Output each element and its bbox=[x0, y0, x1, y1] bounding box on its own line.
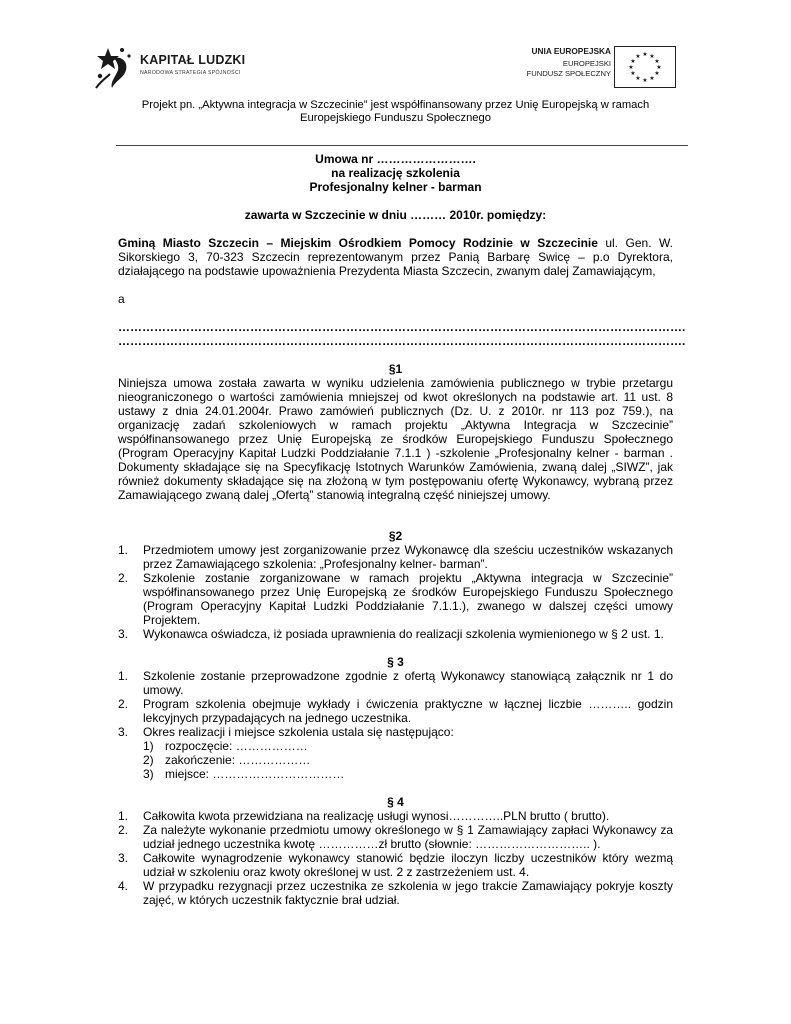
list-item bbox=[118, 725, 673, 781]
project-line-2: Europejskiego Funduszu Społecznego bbox=[300, 112, 491, 124]
party-two-placeholder-1: ……………………………………………………………………………………………………………………………. bbox=[118, 320, 686, 334]
svg-text:★: ★ bbox=[654, 70, 660, 77]
sublist-item-text: zakończenie: ……………… bbox=[165, 753, 311, 767]
section-3-list bbox=[118, 669, 673, 781]
svg-text:★: ★ bbox=[630, 70, 636, 77]
list-item-text: Szkolenie zostanie przeprowadzone zgodnie z ofertą Wykonawcy stanowiącą załącznik nr 1 do umowy. bbox=[143, 669, 673, 697]
svg-text:★: ★ bbox=[642, 77, 648, 84]
concluded-line: zawarta w Szczecinie w dniu ……… 2010r. pomiędzy: bbox=[244, 208, 547, 222]
header-divider bbox=[116, 145, 688, 146]
svg-text:★: ★ bbox=[630, 58, 636, 65]
list-item-text: Program szkolenia obejmuje wykłady i ćwiczenia praktyczne w łącznej liczbie ……….. godzin lekcyjnych przypadających na jednego uczestnika. bbox=[143, 697, 673, 725]
section-4-list bbox=[118, 809, 673, 907]
list-item-number: 1. bbox=[118, 809, 129, 823]
svg-text:★: ★ bbox=[642, 51, 648, 58]
party-two-placeholder-2: ……………………………………………………………………………………………………………………………. bbox=[118, 334, 686, 348]
svg-text:★: ★ bbox=[628, 64, 634, 71]
list-item bbox=[118, 669, 673, 697]
list-item bbox=[118, 879, 673, 907]
eu-flag-icon bbox=[614, 46, 676, 88]
section-3-sublist bbox=[143, 739, 673, 781]
list-item bbox=[118, 543, 673, 571]
list-item bbox=[118, 809, 673, 823]
kapital-ludzki-title: KAPITAŁ LUDZKI bbox=[140, 53, 246, 67]
list-item bbox=[118, 697, 673, 725]
list-item-text: Całkowita kwota przewidziana na realizację usługi wynosi…………..PLN brutto ( brutto). bbox=[143, 809, 610, 823]
svg-text:★: ★ bbox=[654, 58, 660, 65]
list-item-text: Wykonawca oświadcza, iż posiada uprawnienia do realizacji szkolenia wymienionego w § 2 ust. 1. bbox=[143, 627, 664, 641]
party-one bbox=[118, 236, 673, 278]
list-item-number: 2. bbox=[118, 823, 129, 837]
sublist-item bbox=[143, 753, 673, 767]
eu-logo-line1: UNIA EUROPEJSKA bbox=[531, 46, 611, 56]
list-item-number: 1. bbox=[118, 669, 129, 683]
sublist-item-text: rozpoczęcie: ……………… bbox=[165, 739, 308, 753]
section-4-heading: § 4 bbox=[387, 795, 404, 809]
section-2-heading: §2 bbox=[388, 529, 403, 543]
section-1-heading: §1 bbox=[388, 362, 403, 376]
list-item-text: Przedmiotem umowy jest zorganizowanie przez Wykonawcę dla sześciu uczestników wskazanych przez Zamawiającego szkolenia: „Profesjonalny kelner- barman”. bbox=[143, 543, 673, 571]
list-item-number: 1. bbox=[118, 543, 129, 557]
contract-number: Umowa nr ……………………. bbox=[315, 152, 476, 166]
list-item-number: 3. bbox=[118, 851, 129, 865]
list-item-number: 3. bbox=[118, 725, 129, 739]
sublist-item-number: 3) bbox=[143, 767, 154, 781]
party-one-details: ul. Gen. W. Sikorskiego 3, 70-323 Szczecin reprezentowanym przez Panią Barbarę Swicę – p.o Dyrektora, działającego na podstawie upoważnienia Prezydenta Miasta Szczecin, zwanym dalej Zamawiającym, bbox=[118, 236, 673, 278]
and-word: a bbox=[118, 292, 125, 306]
list-item-text: Całkowite wynagrodzenie wykonawcy stanowić będzie iloczyn liczby uczestników który wezmą udział w szkoleniu oraz kwoty określonej w ust. 2 z zastrzeżeniem ust. 4. bbox=[143, 851, 673, 879]
party-one-name: Gminą Miasto Szczecin – Miejskim Ośrodkiem Pomocy Rodzinie w Szczecinie bbox=[118, 236, 598, 250]
training-name: Profesjonalny kelner - barman bbox=[309, 180, 482, 194]
sublist-item-number: 1) bbox=[143, 739, 154, 753]
list-item-number: 3. bbox=[118, 627, 129, 641]
list-item bbox=[118, 627, 673, 641]
list-item-text: Szkolenie zostanie zorganizowane w ramach projektu „Aktywna integracja w Szczecinie” współfinansowanego przez Unię Europejską ze środków Europejskiego Funduszu Społecznego (Program Operacyjny Kapitał Ludzki Poddziałanie 7.1.1.), zwanego w dalszej części umowy Projektem. bbox=[143, 571, 673, 627]
eu-logo bbox=[508, 44, 683, 90]
sublist-item bbox=[143, 767, 673, 781]
project-line-1: Projekt pn. „Aktywna integracja w Szczecinie” jest współfinansowany przez Unię Europejską w ramach bbox=[141, 99, 650, 111]
list-item-number: 2. bbox=[118, 697, 129, 711]
kapital-ludzki-subtitle: NARODOWA STRATEGIA SPÓJNOŚCI bbox=[140, 70, 241, 76]
kapital-ludzki-logo bbox=[92, 40, 267, 95]
svg-text:★: ★ bbox=[656, 64, 662, 71]
sublist-item-text: miejsce: …………………………… bbox=[165, 767, 345, 781]
eu-logo-line2: EUROPEJSKI bbox=[562, 59, 611, 68]
eu-logo-line3: FUNDUSZ SPOŁECZNY bbox=[526, 69, 611, 78]
svg-text:★: ★ bbox=[635, 53, 641, 60]
section-2-list bbox=[118, 543, 673, 641]
list-item-text: W przypadku rezygnacji przez uczestnika ze szkolenia w jego trakcie Zamawiający pokryje koszty zajęć, w których uczestnik faktycznie brał udział. bbox=[143, 879, 673, 907]
svg-text:★: ★ bbox=[635, 75, 641, 82]
list-item bbox=[118, 823, 673, 851]
section-3-heading: § 3 bbox=[387, 655, 404, 669]
list-item bbox=[118, 851, 673, 879]
kapital-ludzki-emblem-icon bbox=[92, 44, 136, 92]
sublist-item bbox=[143, 739, 673, 753]
list-item-number: 4. bbox=[118, 879, 129, 893]
list-item-number: 2. bbox=[118, 571, 129, 585]
contract-subject: na realizację szkolenia bbox=[331, 166, 460, 180]
list-item-text: Za należyte wykonanie przedmiotu umowy określonego w § 1 Zamawiający zapłaci Wykonawcy za udział jednego uczestnika kwotę ……………zł brutto (słownie: ……………………….. ). bbox=[143, 823, 673, 851]
svg-text:★: ★ bbox=[649, 75, 655, 82]
section-1-text: Niniejsza umowa została zawarta w wyniku udzielenia zamówienia publicznego w trybie przetargu nieograniczonego o wartości zamówienia mniejszej od kwot określonych na podstawie art. 11 ust. 8 ustawy z dnia 24.01.2004r. Prawo zamówień publicznych (Dz. U. z 2010r. nr 113 poz 759.), na organizację zadań szkoleniowych w ramach projektu „Aktywna Integracja w Szczecinie” współfinansowanego przez Unię Europejską ze środków Europejskiego Funduszu Społecznego (Program Operacyjny Kapitał Ludzki Poddziałanie 7.1.1 ) -szkolenie „Profesjonalny kelner - barman . Dokumenty składające się na Specyfikację Istotnych Warunków Zamówienia, zwaną dalej „SIWZ”, jak również dokumenty składające się na złożoną w tym postępowaniu ofertę Wykonawcy, wybraną przez Zamawiającego zwaną dalej „Ofertą” stanowią integralną część niniejszej umowy. bbox=[118, 376, 673, 502]
list-item-text: Okres realizacji i miejsce szkolenia ustala się następująco: bbox=[143, 725, 454, 739]
list-item bbox=[118, 571, 673, 627]
sublist-item-number: 2) bbox=[143, 753, 154, 767]
svg-text:★: ★ bbox=[649, 53, 655, 60]
